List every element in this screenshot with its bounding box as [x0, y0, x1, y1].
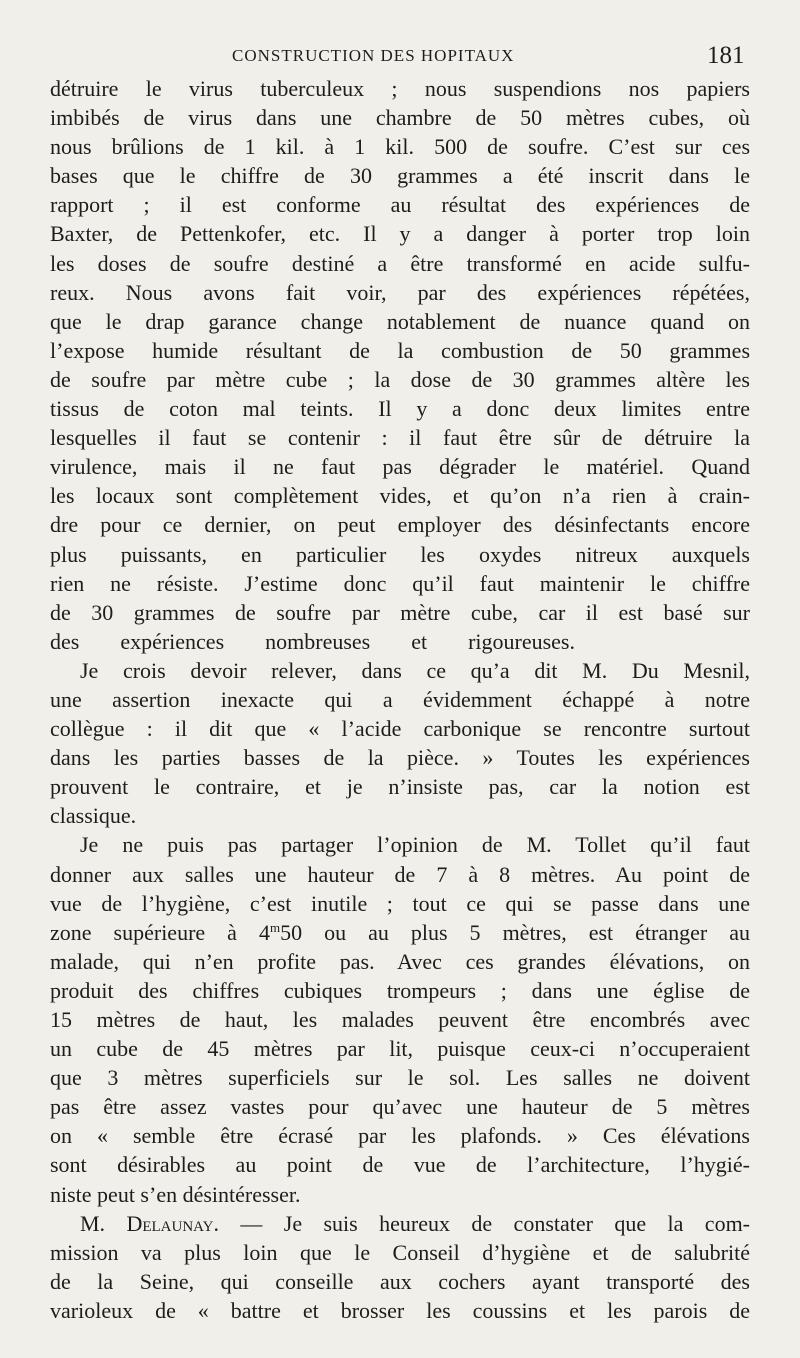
text-line: rien ne résiste. J’estime donc qu’il faut maintenir le chiffre	[50, 570, 750, 596]
text-line: de soufre par mètre cube ; la dose de 30 grammes altère les	[50, 366, 750, 392]
text-fragment: zone supérieure à 4	[50, 919, 270, 945]
text-line: varioleux de « battre et brosser les coussins et les parois de	[50, 1297, 750, 1323]
speaker-name: M. Delaunay.	[80, 1210, 219, 1236]
text-line: Baxter, de Pettenkofer, etc. Il y a danger à porter trop loin	[50, 221, 750, 247]
superscript-unit: m	[269, 919, 281, 935]
text-line: vue de l’hygiène, c’est inutile ; tout ce qui se passe dans une	[50, 890, 750, 916]
text-line: reux. Nous avons fait voir, par des expériences répétées,	[50, 279, 750, 305]
text-line: l’expose humide résultant de la combustion de 50 grammes	[50, 337, 750, 363]
text-line: lesquelles il faut se contenir : il faut être sûr de détruire la	[50, 425, 750, 451]
text-line: nous brûlions de 1 kil. à 1 kil. 500 de soufre. C’est sur ces	[50, 134, 750, 160]
text-line: tissus de coton mal teints. Il y a donc deux limites entre	[50, 396, 750, 422]
text-line: rapport ; il est conforme au résultat des expériences de	[50, 192, 750, 218]
text-line: de 30 grammes de soufre par mètre cube, car il est basé sur	[50, 599, 750, 625]
text-line: détruire le virus tuberculeux ; nous suspendions nos papiers	[50, 76, 750, 101]
text-line: produit des chiffres cubiques trompeurs ; dans une église de	[50, 977, 750, 1003]
text-line: de la Seine, qui conseille aux cochers ayant transporté des	[50, 1268, 750, 1294]
text-line: collègue : il dit que « l’acide carbonique se rencontre surtout	[50, 716, 750, 742]
text-line: bases que le chiffre de 30 grammes a été inscrit dans le	[50, 163, 750, 189]
text-fragment: 50 ou au plus 5 mètres, est étranger au	[280, 919, 750, 945]
text-line: pas être assez vastes pour qu’avec une hauteur de 5 mètres	[50, 1094, 750, 1120]
page-header	[0, 36, 800, 76]
text-line: niste peut s’en désintéresser.	[50, 1181, 301, 1207]
text-line: des expériences nombreuses et rigoureuses.	[50, 628, 575, 654]
text-line: plus puissants, en particulier les oxydes nitreux auxquels	[50, 541, 750, 567]
text-line: prouvent le contraire, et je n’insiste pas, car la notion est	[50, 774, 750, 800]
text-line: Je ne puis pas partager l’opinion de M. Tollet qu’il faut	[80, 832, 750, 858]
text-line: classique.	[50, 803, 137, 829]
text-line: les doses de soufre destiné a être transformé en acide sulfu-	[50, 250, 750, 276]
text-line: les locaux sont complètement vides, et qu’on n’a rien à crain-	[50, 483, 750, 509]
text-line	[50, 1209, 750, 1238]
text-line: dre pour ce dernier, on peut employer des désinfectants encore	[50, 512, 750, 538]
text-line: dans les parties basses de la pièce. » Toutes les expériences	[50, 745, 750, 771]
body-text	[50, 74, 750, 1325]
text-line: donner aux salles une hauteur de 7 à 8 mètres. Au point de	[50, 861, 750, 887]
text-line: que 3 mètres superficiels sur le sol. Les salles ne doivent	[50, 1065, 750, 1091]
text-line: 15 mètres de haut, les malades peuvent être encombrés avec	[50, 1007, 750, 1032]
running-title: CONSTRUCTION DES HOPITAUX	[232, 46, 515, 65]
text-fragment: — Je suis heureux de constater que la com-	[218, 1210, 750, 1236]
text-line: un cube de 45 mètres par lit, puisque ceux-ci n’occuperaient	[50, 1036, 750, 1062]
text-line: virulence, mais il ne faut pas dégrader le matériel. Quand	[50, 454, 750, 480]
page-number: 181	[707, 42, 745, 69]
text-line: imbibés de virus dans une chambre de 50 mètres cubes, où	[50, 105, 750, 131]
text-line: sont désirables au point de vue de l’architecture, l’hygié-	[50, 1152, 750, 1178]
text-line: malade, qui n’en profite pas. Avec ces grandes élévations, on	[50, 948, 750, 974]
text-line: on « semble être écrasé par les plafonds. » Ces élévations	[50, 1123, 750, 1149]
text-line: Je crois devoir relever, dans ce qu’a dit M. Du Mesnil,	[80, 657, 750, 683]
text-line: une assertion inexacte qui a évidemment échappé à notre	[50, 686, 750, 712]
text-line	[50, 918, 750, 947]
text-line: mission va plus loin que le Conseil d’hygiène et de salubrité	[50, 1239, 750, 1265]
text-line: que le drap garance change notablement de nuance quand on	[50, 308, 750, 334]
